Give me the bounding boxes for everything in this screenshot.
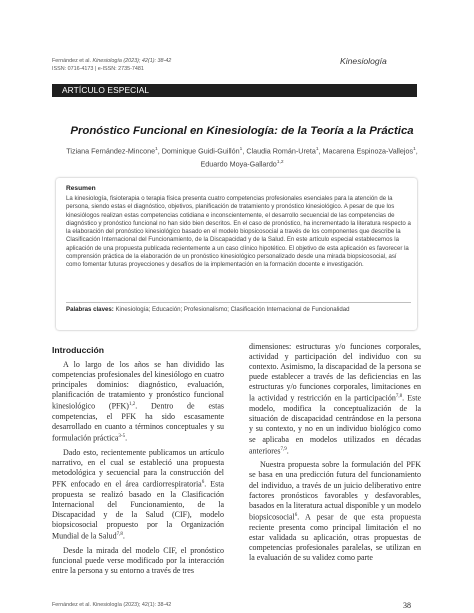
author-list <box>56 144 428 171</box>
journal-brand: Kinesiología <box>340 56 387 66</box>
paragraph-text: . Esta propuesta se realizó basado en la Clasificación Internacional del Funcionamiento, de la Discapacidad y de la Salud (CIF), modelo biopsicosocial propuesto por la Organización Mundial de la Salud <box>52 480 224 542</box>
author-name: , Claudia Román-Ureta <box>242 146 316 156</box>
left-column <box>52 360 224 581</box>
author-affiliation: 1,2 <box>276 160 284 166</box>
paragraph-text: dimensiones: estructuras y/o funciones corporales, actividad y participación del individuo con su contexto. Asimismo, la discapacidad de la persona se puede establecer a través de las deficiencias en las estructuras y/o funciones corporales, limitaciones en la actividad y restricción en la participación <box>249 342 421 404</box>
author-name: , Dominique Guidi-Guillón <box>157 146 240 156</box>
intro-paragraph <box>249 460 421 563</box>
article-title: Pronóstico Funcional en Kinesiología: de la Teoría a la Práctica <box>70 125 414 137</box>
citation-ref: 3-5 <box>118 434 126 440</box>
author-affiliation: 1 <box>413 147 416 152</box>
citation-header <box>52 57 171 73</box>
citation-ref: 7,8 <box>116 532 123 538</box>
paragraph-text: . Dentro de estas competencias, el PFK ha sido escasamente desarrollado en cuanto a términos conceptuales y su formulación práctica <box>52 402 224 443</box>
author-affiliation: 1 <box>315 147 319 152</box>
author-name: , Eduardo Moya-Gallardo <box>200 146 418 169</box>
citation-ref: 7,8 <box>395 394 403 400</box>
author-name: Tiziana Fernández-Mincone <box>66 146 156 156</box>
citation-ref: 6 <box>201 480 205 486</box>
keywords-list: Kinesiología; Educación; Profesionalismo; Clasificación Internacional de Funcionalidad <box>113 306 350 313</box>
paragraph-text: Dado esto, recientemente publicamos un artículo narrativo, en el cual se estableció una propuesta metodológica y secuencial para la construcción del PFK enfocado en el área cardiorrespiratoria <box>52 448 224 489</box>
intro-heading: Introducción <box>52 345 105 355</box>
intro-paragraph <box>52 546 224 576</box>
author-name: , Macarena Espinoza-Vallejos <box>318 146 414 156</box>
keywords-label: Palabras claves: <box>66 306 114 313</box>
issn-line: ISSN: 0716-4173 | e-ISSN: 2735-7481 <box>52 66 144 72</box>
intro-paragraph <box>249 342 421 456</box>
paragraph-text: . Este modelo, modifica la conceptualización de la situación de discapacidad centrándose en la persona y su contexto, y no en un individuo biológico como se aplicaba en modelos utilizados en décadas anteriores <box>249 394 421 456</box>
intro-paragraph <box>52 448 224 542</box>
footer-citation: Fernández et al. Kinesiología (2023); 42(1): 38-42 <box>52 602 172 608</box>
section-band <box>52 84 417 97</box>
paragraph-text: . A pesar de que esta propuesta reciente presenta como principal limitación el no estar validada su aplicación, otras propuestas de competencias profesionales paralelas, se utilizan en la evaluación de su validez como parte <box>249 512 421 562</box>
citation-ref: 6 <box>294 512 298 518</box>
keywords-divider <box>66 302 411 303</box>
page-number: 38 <box>403 601 411 610</box>
citation-authors: Fernández et al. <box>52 58 93 64</box>
paragraph-text: Nuestra propuesta sobre la formulación del PFK se basa en una predicción futura del funcionamiento del individuo, a través de un juicio deliberativo entre factores pronósticos favorables y desfavorables, basados en la literatura actual disponible y un modelo biopsicosocial <box>249 460 421 522</box>
abstract-body: La kinesiología, fisioterapia o terapia física presenta cuatro competencias profesionales esenciales para la atención de la persona, siendo estas el diagnóstico, objetivos, planificación de tratamiento y pronóstico kinesiológico. A pesar de que los kinesiólogos realizan estas competencias cotidiana e inconscientemente, el desarrollo secuencial de las competencias de diagnóstico y pronóstico funcional no han sido bien descritos. En el caso de pronóstico, ha incrementado la literatura respecto a la elaboración del pronóstico kinesiológico basado en el modelo biopsicosocial a través de los componentes que describe la Clasificación Internacional del Funcionamiento, de la Discapacidad y de la Salud. En este artículo especial establecemos la aplicación de una propuesta publicada recientemente a un caso clínico hipotético. El objetivo de esta aplicación es favorecer la comprensión práctica de la elaboración de un pronóstico kinesiológico personalizado desde una mirada biopsicosocial, así como fomentar futuras proyecciones y desafíos de la implementación en la formación docente e investigación. <box>66 195 411 269</box>
paragraph-text: . <box>122 532 125 542</box>
keywords-line <box>66 306 411 313</box>
citation-journal: Kinesiología (2023); 42(1): 38-42 <box>92 58 172 64</box>
paragraph-text: . <box>286 446 289 456</box>
abstract-heading: Resumen <box>66 185 96 192</box>
citation-ref: 7,9 <box>280 446 287 452</box>
paragraph-text: A lo largo de los años se han dividido las competencias profesionales del kinesiólogo en cuatro principales dominios: diagnóstico, evaluación, planificación de tratamiento y pronóstico funcional kinesiológico (PFK) <box>52 360 224 412</box>
intro-paragraph <box>52 360 224 444</box>
citation-ref: 1,2 <box>128 402 136 408</box>
author-affiliation: 1 <box>155 147 158 152</box>
paragraph-text: . <box>125 433 128 443</box>
section-band-label: ARTÍCULO ESPECIAL <box>62 85 150 95</box>
right-column <box>249 342 421 567</box>
paragraph-text: Desde la mirada del modelo CIF, el pronóstico funcional puede verse modificado por la interacción entre la persona y su entorno a través de tres <box>52 546 224 576</box>
author-affiliation: 1 <box>239 147 243 152</box>
